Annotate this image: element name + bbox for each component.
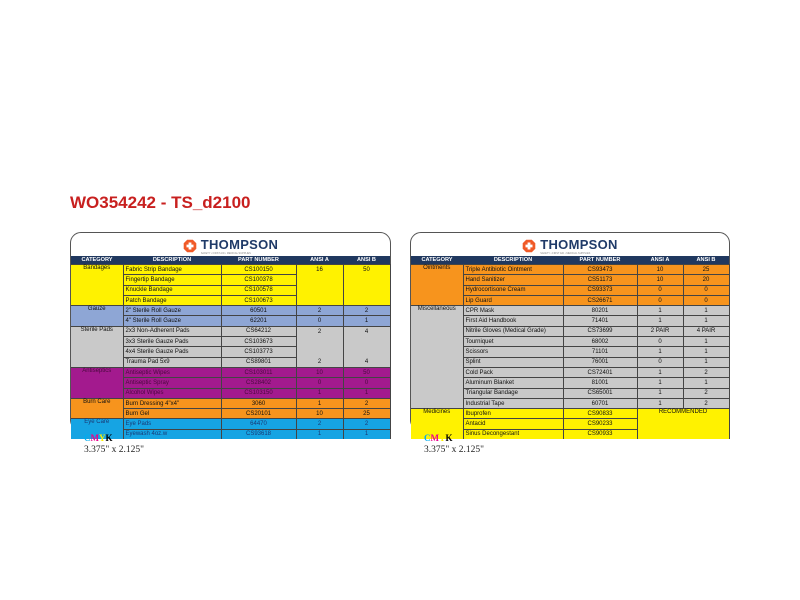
ansi-b: 2 — [683, 367, 729, 377]
ansi-a — [296, 347, 343, 357]
cmyk-y: Y — [439, 433, 446, 443]
description: Lip Guard — [463, 295, 563, 305]
table-row — [411, 409, 729, 419]
ansi-a: 10 — [296, 367, 343, 377]
ansi-a: 1 — [637, 388, 683, 398]
ansi-b: 4 — [343, 326, 390, 336]
part-number: CS73699 — [563, 326, 637, 336]
header-description: DESCRIPTION — [123, 256, 221, 265]
cmyk-c: C — [424, 433, 431, 443]
description: 4" Sterile Roll Gauze — [123, 316, 221, 326]
part-number: CS93473 — [563, 265, 637, 275]
description: 2" Sterile Roll Gauze — [123, 306, 221, 316]
ansi-b: 1 — [343, 388, 390, 398]
part-number: CS90933 — [563, 429, 637, 439]
description: Hydrocortisone Cream — [463, 285, 563, 295]
ansi-b: 2 — [683, 398, 729, 408]
description: Ibuprofen — [463, 409, 563, 419]
ansi-b: 50 — [343, 367, 390, 377]
ansi-a: 0 — [637, 337, 683, 347]
ansi-recommended: RECOMMENDED — [637, 409, 729, 439]
ansi-b: 2 — [683, 388, 729, 398]
part-number: CS100378 — [221, 275, 296, 285]
description: 3x3 Sterile Gauze Pads — [123, 337, 221, 347]
ansi-a: 0 — [296, 316, 343, 326]
ansi-a: 1 — [637, 306, 683, 316]
part-number: CS65001 — [563, 388, 637, 398]
description: Aluminum Blanket — [463, 378, 563, 388]
ansi-b: 0 — [683, 285, 729, 295]
brand-tagline: SAFETY • FIRST AID • MEDICAL SUPPLIES — [540, 252, 591, 255]
ansi-a: 10 — [637, 275, 683, 285]
header-ansi-b: ANSI B — [683, 256, 729, 265]
description: Patch Bandage — [123, 295, 221, 305]
part-number: CS93373 — [563, 285, 637, 295]
ansi-b: 4 — [343, 357, 390, 367]
ansi-a: 1 — [637, 347, 683, 357]
category-bandages: Bandages — [71, 265, 123, 306]
part-number: CS100673 — [221, 295, 296, 305]
cmyk-m: M — [430, 433, 439, 443]
ansi-b: 1 — [343, 316, 390, 326]
description: Sinus Decongestant — [463, 429, 563, 439]
category-gauze: Gauze — [71, 306, 123, 327]
work-order-title: WO354242 - TS_d2100 — [70, 193, 251, 212]
table-row — [411, 265, 729, 275]
table-row — [71, 265, 390, 275]
part-number: 76001 — [563, 357, 637, 367]
ansi-a: 0 — [637, 357, 683, 367]
part-number: CS90233 — [563, 419, 637, 429]
category-sterile-pads: Sterile Pads — [71, 326, 123, 367]
header-category: CATEGORY — [411, 256, 463, 265]
part-number: 71101 — [563, 347, 637, 357]
description: 2x3 Non-Adherent Pads — [123, 326, 221, 336]
header-description: DESCRIPTION — [463, 256, 563, 265]
ansi-a — [296, 337, 343, 347]
description: Burn Gel — [123, 409, 221, 419]
ansi-a: 0 — [637, 295, 683, 305]
description: Antiseptic Spray — [123, 378, 221, 388]
card-size-2: 3.375" x 2.125" — [424, 445, 485, 455]
category-burn-care: Burn Care — [71, 398, 123, 419]
cmyk-k: K — [105, 433, 113, 443]
description: Eyewash 4oz.w — [123, 429, 221, 439]
header-part-number: PART NUMBER — [563, 256, 637, 265]
cmyk-marks-2 — [424, 433, 453, 443]
cmyk-c: C — [84, 433, 91, 443]
brand-name: THOMPSON — [200, 237, 279, 252]
ansi-a: 10 — [296, 409, 343, 419]
ansi-a: 1 — [637, 316, 683, 326]
header-part-number: PART NUMBER — [221, 256, 296, 265]
cmyk-m: M — [90, 433, 99, 443]
ansi-a: 2 — [296, 357, 343, 367]
ansi-a: 1 — [637, 378, 683, 388]
ansi-b: 25 — [343, 409, 390, 419]
ansi-a: 2 PAIR — [637, 326, 683, 336]
description: First Aid Handbook — [463, 316, 563, 326]
cmyk-marks-1 — [84, 433, 113, 443]
description: Hand Sanitizer — [463, 275, 563, 285]
supply-table-1 — [71, 256, 391, 439]
description: Fabric Strip Bandage — [123, 265, 221, 275]
ansi-b: 2 — [343, 398, 390, 408]
part-number: 64470 — [221, 419, 296, 429]
shield-cross-icon — [522, 239, 536, 253]
description: Scissors — [463, 347, 563, 357]
ansi-b: 1 — [683, 316, 729, 326]
ansi-a: 10 — [637, 265, 683, 275]
ansi-a: 0 — [637, 285, 683, 295]
ansi-b: 1 — [683, 306, 729, 316]
part-number: CS103011 — [221, 367, 296, 377]
ansi-a: 0 — [296, 378, 343, 388]
cmyk-y: Y — [99, 433, 106, 443]
part-number: CS64212 — [221, 326, 296, 336]
description: Triangular Bandage — [463, 388, 563, 398]
part-number: 60701 — [563, 398, 637, 408]
ansi-b: 25 — [683, 265, 729, 275]
category-eye-care: Eye Care — [71, 419, 123, 439]
part-number: CS100578 — [221, 285, 296, 295]
part-number: CS20101 — [221, 409, 296, 419]
part-number: CS26671 — [563, 295, 637, 305]
part-number: 68002 — [563, 337, 637, 347]
ansi-b: 20 — [683, 275, 729, 285]
part-number: CS103673 — [221, 337, 296, 347]
shield-cross-icon — [183, 239, 197, 253]
ansi-a: 1 — [296, 388, 343, 398]
description: Tourniquet — [463, 337, 563, 347]
ansi-b — [343, 295, 390, 305]
ansi-a: 2 — [296, 326, 343, 336]
description: CPR Mask — [463, 306, 563, 316]
part-number: CS72401 — [563, 367, 637, 377]
part-number: CS103150 — [221, 388, 296, 398]
ansi-b — [343, 285, 390, 295]
description: Antiseptic Wipes — [123, 367, 221, 377]
description: Cold Pack — [463, 367, 563, 377]
table-row — [71, 419, 390, 429]
description: Trauma Pad 5x9 — [123, 357, 221, 367]
ansi-b — [343, 337, 390, 347]
ansi-a: 16 — [296, 265, 343, 275]
header-ansi-a: ANSI A — [296, 256, 343, 265]
header-ansi-b: ANSI B — [343, 256, 390, 265]
description: Alcohol Wipes — [123, 388, 221, 398]
table-row — [71, 367, 390, 377]
part-number: 60501 — [221, 306, 296, 316]
brand-tagline: SAFETY • FIRST AID • MEDICAL SUPPLIES — [200, 252, 251, 255]
part-number: CS90833 — [563, 409, 637, 419]
part-number: 80201 — [563, 306, 637, 316]
table-row — [71, 306, 390, 316]
ansi-b: 0 — [683, 295, 729, 305]
ansi-a: 1 — [296, 398, 343, 408]
card-back — [410, 232, 730, 438]
card-front — [70, 232, 391, 438]
description: Knuckle Bandage — [123, 285, 221, 295]
description: Splint — [463, 357, 563, 367]
part-number: 3060 — [221, 398, 296, 408]
ansi-b: 1 — [683, 357, 729, 367]
header-ansi-a: ANSI A — [637, 256, 683, 265]
description: Antacid — [463, 419, 563, 429]
ansi-b: 2 — [343, 306, 390, 316]
description: Fingertip Bandage — [123, 275, 221, 285]
ansi-a: 2 — [296, 306, 343, 316]
ansi-a: 2 — [296, 419, 343, 429]
ansi-a: 1 — [296, 429, 343, 439]
table-row — [411, 306, 729, 316]
description: Industrial Tape — [463, 398, 563, 408]
part-number: 71401 — [563, 316, 637, 326]
part-number: CS89801 — [221, 357, 296, 367]
category-miscellaneous: Miscellaneous — [411, 306, 463, 409]
ansi-a — [296, 275, 343, 285]
supply-table-2 — [411, 256, 730, 439]
ansi-a: 1 — [637, 367, 683, 377]
brand-logo — [71, 233, 390, 256]
ansi-a — [296, 295, 343, 305]
description: Nitrile Gloves (Medical Grade) — [463, 326, 563, 336]
part-number: CS103773 — [221, 347, 296, 357]
card-size-1: 3.375" x 2.125" — [84, 445, 145, 455]
ansi-b — [343, 275, 390, 285]
brand-logo — [411, 233, 729, 256]
ansi-b: 1 — [343, 429, 390, 439]
ansi-b: 4 PAIR — [683, 326, 729, 336]
cmyk-k: K — [445, 433, 453, 443]
ansi-b: 1 — [683, 337, 729, 347]
part-number: CS28402 — [221, 378, 296, 388]
ansi-b — [343, 347, 390, 357]
table-row — [71, 398, 390, 408]
category-antiseptics: Antiseptics — [71, 367, 123, 398]
ansi-b: 50 — [343, 265, 390, 275]
ansi-b: 1 — [683, 347, 729, 357]
header-category: CATEGORY — [71, 256, 123, 265]
part-number: CS93618 — [221, 429, 296, 439]
ansi-b: 1 — [683, 378, 729, 388]
description: Triple Antibiotic Ointment — [463, 265, 563, 275]
description: Eye Pads — [123, 419, 221, 429]
ansi-b: 0 — [343, 378, 390, 388]
part-number: 62201 — [221, 316, 296, 326]
category-medicines: Medicines — [411, 409, 463, 439]
part-number: CS51173 — [563, 275, 637, 285]
description: 4x4 Sterile Gauze Pads — [123, 347, 221, 357]
part-number: 81001 — [563, 378, 637, 388]
table-row — [71, 326, 390, 336]
category-ointments: Ointments — [411, 265, 463, 306]
part-number: CS100150 — [221, 265, 296, 275]
ansi-a: 1 — [637, 398, 683, 408]
ansi-a — [296, 285, 343, 295]
ansi-b: 2 — [343, 419, 390, 429]
description: Burn Dressing 4"x4" — [123, 398, 221, 408]
brand-name: THOMPSON — [540, 237, 618, 252]
